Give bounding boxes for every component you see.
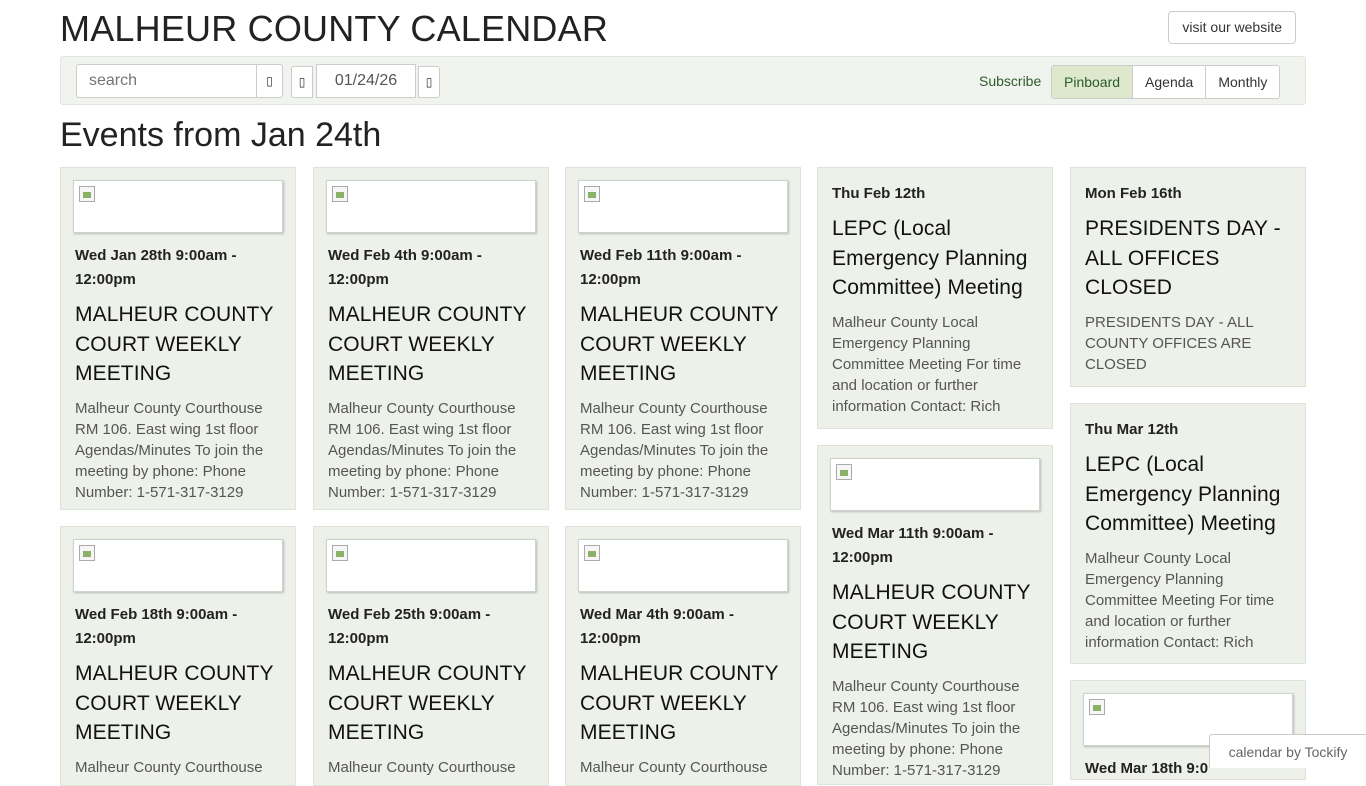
search-icon[interactable]: ▯ [256, 64, 283, 98]
event-card[interactable] [1070, 403, 1306, 664]
header [60, 8, 1306, 48]
event-image [578, 539, 788, 592]
event-date: Wed Mar 18th 9:0 [1085, 760, 1209, 777]
event-image [73, 539, 283, 592]
event-description: Malheur County Local Emergency Planning Committee Meeting For time and location or further information Contact: Rich [1085, 549, 1275, 651]
event-card[interactable] [60, 167, 296, 510]
event-title[interactable]: MALHEUR COUNTY COURT WEEKLY MEETING [832, 581, 1031, 663]
event-title[interactable]: LEPC (Local Emergency Planning Committee) Meeting [1085, 453, 1281, 535]
broken-image-icon [1089, 699, 1105, 715]
events-heading: Events from Jan 24th [60, 116, 382, 154]
event-description: Malheur County Courthouse RM 106. East wing 1st floor Agendas/Minutes To join the meeting by phone: Phone Number: 1-571-317-3129 [75, 399, 264, 501]
event-card[interactable] [565, 167, 801, 510]
view-switcher [1051, 65, 1280, 99]
event-description: Malheur County Courthouse RM 106. East wing 1st floor Agendas/Minutes To join the meeting by phone: Phone Number: 1-571-317-3129 [328, 399, 517, 501]
date-field[interactable]: 01/24/26 [316, 64, 416, 98]
event-title[interactable]: MALHEUR COUNTY COURT WEEKLY MEETING [580, 303, 779, 385]
event-image [326, 539, 536, 592]
event-date: Mon Feb 16th [1085, 185, 1182, 202]
event-title[interactable]: LEPC (Local Emergency Planning Committee) Meeting [832, 217, 1028, 299]
toolbar [60, 56, 1306, 105]
broken-image-icon [79, 186, 95, 202]
event-date: Wed Jan 28th 9:00am - 12:00pm [75, 247, 237, 288]
visit-website-button[interactable]: visit our website [1168, 11, 1296, 44]
view-monthly-button[interactable]: Monthly [1205, 65, 1280, 99]
event-card[interactable] [817, 167, 1053, 429]
search-input[interactable] [76, 64, 256, 98]
event-title[interactable]: MALHEUR COUNTY COURT WEEKLY MEETING [328, 662, 527, 744]
broken-image-icon [79, 545, 95, 561]
event-title[interactable]: MALHEUR COUNTY COURT WEEKLY MEETING [328, 303, 527, 385]
broken-image-icon [332, 186, 348, 202]
event-date: Wed Feb 25th 9:00am - 12:00pm [328, 606, 491, 647]
event-image [578, 180, 788, 233]
view-agenda-button[interactable]: Agenda [1132, 65, 1206, 99]
broken-image-icon [836, 464, 852, 480]
event-date: Thu Feb 12th [832, 185, 926, 202]
event-date: Thu Mar 12th [1085, 421, 1179, 438]
broken-image-icon [584, 186, 600, 202]
view-pinboard-button[interactable]: Pinboard [1051, 65, 1133, 99]
event-card[interactable] [60, 526, 296, 786]
event-description: Malheur County Courthouse RM 106. East wing 1st floor Agendas/Minutes To join the meeting by phone: Phone Number: 1-571-317-3129 [832, 677, 1021, 779]
event-description: Malheur County Courthouse RM 106. East wing 1st floor Agendas/Minutes To join the meeting by phone: Phone Number: 1-571-317-3129 [580, 399, 769, 501]
event-card[interactable] [313, 167, 549, 510]
event-description: Malheur County Local Emergency Planning Committee Meeting For time and location or further information Contact: Rich [832, 313, 1022, 415]
event-description: Malheur County Courthouse [580, 758, 768, 776]
event-description: Malheur County Courthouse [75, 758, 263, 776]
event-date: Wed Feb 18th 9:00am - 12:00pm [75, 606, 238, 647]
chevron-left-icon[interactable]: ▯ [291, 66, 313, 98]
page-title: MALHEUR COUNTY CALENDAR [60, 8, 609, 49]
event-title[interactable]: MALHEUR COUNTY COURT WEEKLY MEETING [580, 662, 779, 744]
event-image [326, 180, 536, 233]
event-date: Wed Mar 4th 9:00am - 12:00pm [580, 606, 734, 647]
broken-image-icon [584, 545, 600, 561]
event-image [830, 458, 1040, 511]
event-title[interactable]: MALHEUR COUNTY COURT WEEKLY MEETING [75, 303, 274, 385]
event-date: Wed Feb 11th 9:00am - 12:00pm [580, 247, 742, 288]
chevron-right-icon[interactable]: ▯ [418, 66, 440, 98]
event-title[interactable]: PRESIDENTS DAY - ALL OFFICES CLOSED [1085, 217, 1281, 299]
event-description: Malheur County Courthouse [328, 758, 516, 776]
event-card[interactable] [565, 526, 801, 786]
broken-image-icon [332, 545, 348, 561]
event-card[interactable] [817, 445, 1053, 785]
event-title[interactable]: MALHEUR COUNTY COURT WEEKLY MEETING [75, 662, 274, 744]
event-image [73, 180, 283, 233]
event-description: PRESIDENTS DAY - ALL COUNTY OFFICES ARE CLOSED [1085, 313, 1254, 373]
event-date: Wed Mar 11th 9:00am - 12:00pm [832, 525, 994, 566]
event-card[interactable] [313, 526, 549, 786]
subscribe-link[interactable]: Subscribe [979, 73, 1042, 89]
event-date: Wed Feb 4th 9:00am - 12:00pm [328, 247, 482, 288]
event-card[interactable] [1070, 167, 1306, 387]
tockify-credit-link[interactable]: calendar by Tockify [1209, 734, 1366, 768]
